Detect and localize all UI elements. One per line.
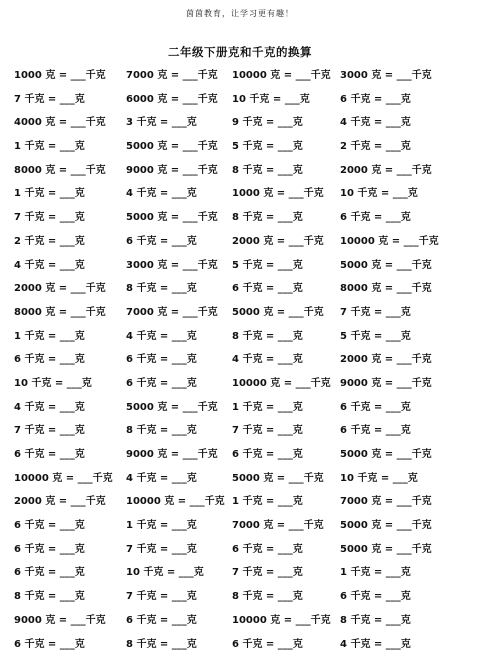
conversion-problem: 6 千克 = ___克 [340, 396, 411, 420]
conversion-problem: 7000 克 = ___千克 [126, 301, 218, 325]
conversion-problem: 5000 克 = ___千克 [340, 443, 432, 467]
conversion-problem: 6 千克 = ___克 [14, 538, 85, 562]
exercise-row [0, 325, 480, 349]
exercise-row [0, 348, 480, 372]
exercise-row [0, 372, 480, 396]
conversion-problem: 4 千克 = ___克 [14, 396, 85, 420]
conversion-problem: 5000 克 = ___千克 [232, 467, 324, 491]
conversion-problem: 2000 克 = ___千克 [14, 277, 106, 301]
exercise-row [0, 490, 480, 514]
conversion-problem: 8 千克 = ___克 [340, 609, 411, 633]
conversion-problem: 8 千克 = ___克 [126, 419, 197, 443]
conversion-problem: 4 千克 = ___克 [14, 254, 85, 278]
exercise-row [0, 230, 480, 254]
conversion-problem: 6 千克 = ___克 [126, 348, 197, 372]
conversion-problem: 5000 克 = ___千克 [126, 396, 218, 420]
exercise-row [0, 182, 480, 206]
conversion-problem: 10000 克 = ___千克 [232, 372, 331, 396]
conversion-problem: 8 千克 = ___克 [232, 585, 303, 609]
conversion-problem: 7000 克 = ___千克 [126, 64, 218, 88]
conversion-problem: 6 千克 = ___克 [340, 88, 411, 112]
exercise-row [0, 135, 480, 159]
exercise-row [0, 88, 480, 112]
conversion-problem: 7000 克 = ___千克 [340, 490, 432, 514]
conversion-problem: 3000 克 = ___千克 [340, 64, 432, 88]
conversion-problem: 8 千克 = ___克 [126, 277, 197, 301]
conversion-problem: 6 千克 = ___克 [126, 230, 197, 254]
conversion-problem: 1 千克 = ___克 [14, 135, 85, 159]
conversion-problem: 7 千克 = ___克 [14, 419, 85, 443]
conversion-problem: 5 千克 = ___克 [232, 135, 303, 159]
exercise-row [0, 254, 480, 278]
conversion-problem: 6 千克 = ___克 [232, 633, 303, 656]
conversion-problem: 1 千克 = ___克 [340, 561, 411, 585]
conversion-problem: 3000 克 = ___千克 [126, 254, 218, 278]
conversion-problem: 10 千克 = ___克 [340, 467, 418, 491]
conversion-problem: 4 千克 = ___克 [340, 111, 411, 135]
conversion-problem: 6 千克 = ___克 [126, 372, 197, 396]
exercise-row [0, 633, 480, 656]
conversion-problem: 1 千克 = ___克 [232, 490, 303, 514]
conversion-problem: 6 千克 = ___克 [232, 277, 303, 301]
conversion-problem: 3 千克 = ___克 [126, 111, 197, 135]
worksheet-title: 二年级下册克和千克的换算 [0, 44, 480, 60]
conversion-problem: 10000 克 = ___千克 [340, 230, 439, 254]
exercise-row [0, 585, 480, 609]
conversion-problem: 5 千克 = ___克 [340, 325, 411, 349]
conversion-problem: 1 千克 = ___克 [126, 514, 197, 538]
conversion-problem: 5000 克 = ___千克 [126, 135, 218, 159]
conversion-problem: 1000 克 = ___千克 [14, 64, 106, 88]
conversion-problem: 6 千克 = ___克 [232, 443, 303, 467]
conversion-problem: 6 千克 = ___克 [126, 609, 197, 633]
conversion-problem: 1000 克 = ___千克 [232, 182, 324, 206]
conversion-problem: 4000 克 = ___千克 [14, 111, 106, 135]
conversion-problem: 8000 克 = ___千克 [14, 301, 106, 325]
conversion-problem: 10000 克 = ___千克 [232, 64, 331, 88]
exercise-row [0, 609, 480, 633]
conversion-problem: 6 千克 = ___克 [14, 633, 85, 656]
conversion-problem: 7 千克 = ___克 [14, 88, 85, 112]
conversion-problem: 5000 克 = ___千克 [340, 254, 432, 278]
conversion-problem: 6 千克 = ___克 [232, 538, 303, 562]
conversion-problem: 10 千克 = ___克 [126, 561, 204, 585]
exercise-row [0, 277, 480, 301]
exercise-row [0, 538, 480, 562]
exercise-row [0, 514, 480, 538]
conversion-problem: 6 千克 = ___克 [340, 206, 411, 230]
conversion-problem: 10 千克 = ___克 [14, 372, 92, 396]
conversion-problem: 9000 克 = ___千克 [126, 443, 218, 467]
conversion-problem: 9000 克 = ___千克 [14, 609, 106, 633]
conversion-problem: 7 千克 = ___克 [126, 585, 197, 609]
conversion-problem: 1 千克 = ___克 [232, 396, 303, 420]
exercise-grid [0, 64, 480, 656]
exercise-row [0, 419, 480, 443]
conversion-problem: 9000 克 = ___千克 [340, 372, 432, 396]
exercise-row [0, 301, 480, 325]
conversion-problem: 4 千克 = ___克 [126, 325, 197, 349]
conversion-problem: 7 千克 = ___克 [14, 206, 85, 230]
exercise-row [0, 561, 480, 585]
conversion-problem: 5000 克 = ___千克 [340, 514, 432, 538]
conversion-problem: 7 千克 = ___克 [232, 561, 303, 585]
conversion-problem: 4 千克 = ___克 [126, 467, 197, 491]
conversion-problem: 2000 克 = ___千克 [232, 230, 324, 254]
conversion-problem: 7 千克 = ___克 [126, 538, 197, 562]
exercise-row [0, 443, 480, 467]
conversion-problem: 8 千克 = ___克 [232, 325, 303, 349]
conversion-problem: 6000 克 = ___千克 [126, 88, 218, 112]
conversion-problem: 6 千克 = ___克 [14, 348, 85, 372]
conversion-problem: 2 千克 = ___克 [14, 230, 85, 254]
conversion-problem: 8 千克 = ___克 [14, 585, 85, 609]
conversion-problem: 10000 克 = ___千克 [14, 467, 113, 491]
conversion-problem: 10 千克 = ___克 [232, 88, 310, 112]
conversion-problem: 1 千克 = ___克 [14, 325, 85, 349]
conversion-problem: 6 千克 = ___克 [340, 419, 411, 443]
conversion-problem: 6 千克 = ___克 [340, 585, 411, 609]
conversion-problem: 6 千克 = ___克 [14, 561, 85, 585]
conversion-problem: 7 千克 = ___克 [232, 419, 303, 443]
conversion-problem: 10000 克 = ___千克 [126, 490, 225, 514]
conversion-problem: 2 千克 = ___克 [340, 135, 411, 159]
conversion-problem: 8 千克 = ___克 [232, 159, 303, 183]
conversion-problem: 10000 克 = ___千克 [232, 609, 331, 633]
conversion-problem: 4 千克 = ___克 [340, 633, 411, 656]
conversion-problem: 4 千克 = ___克 [232, 348, 303, 372]
conversion-problem: 8 千克 = ___克 [126, 633, 197, 656]
exercise-row [0, 64, 480, 88]
conversion-problem: 5000 克 = ___千克 [340, 538, 432, 562]
conversion-problem: 5000 克 = ___千克 [232, 301, 324, 325]
page-header: 茵茵教育，让学习更有趣！ [0, 8, 480, 19]
exercise-row [0, 396, 480, 420]
conversion-problem: 6 千克 = ___克 [14, 514, 85, 538]
conversion-problem: 8000 克 = ___千克 [340, 277, 432, 301]
conversion-problem: 8 千克 = ___克 [232, 206, 303, 230]
conversion-problem: 10 千克 = ___克 [340, 182, 418, 206]
exercise-row [0, 111, 480, 135]
conversion-problem: 2000 克 = ___千克 [340, 348, 432, 372]
conversion-problem: 9 千克 = ___克 [232, 111, 303, 135]
conversion-problem: 2000 克 = ___千克 [14, 490, 106, 514]
exercise-row [0, 467, 480, 491]
conversion-problem: 7 千克 = ___克 [340, 301, 411, 325]
exercise-row [0, 159, 480, 183]
conversion-problem: 4 千克 = ___克 [126, 182, 197, 206]
conversion-problem: 5000 克 = ___千克 [126, 206, 218, 230]
conversion-problem: 8000 克 = ___千克 [14, 159, 106, 183]
conversion-problem: 6 千克 = ___克 [14, 443, 85, 467]
exercise-row [0, 206, 480, 230]
conversion-problem: 2000 克 = ___千克 [340, 159, 432, 183]
conversion-problem: 9000 克 = ___千克 [126, 159, 218, 183]
conversion-problem: 5 千克 = ___克 [232, 254, 303, 278]
conversion-problem: 7000 克 = ___千克 [232, 514, 324, 538]
conversion-problem: 1 千克 = ___克 [14, 182, 85, 206]
